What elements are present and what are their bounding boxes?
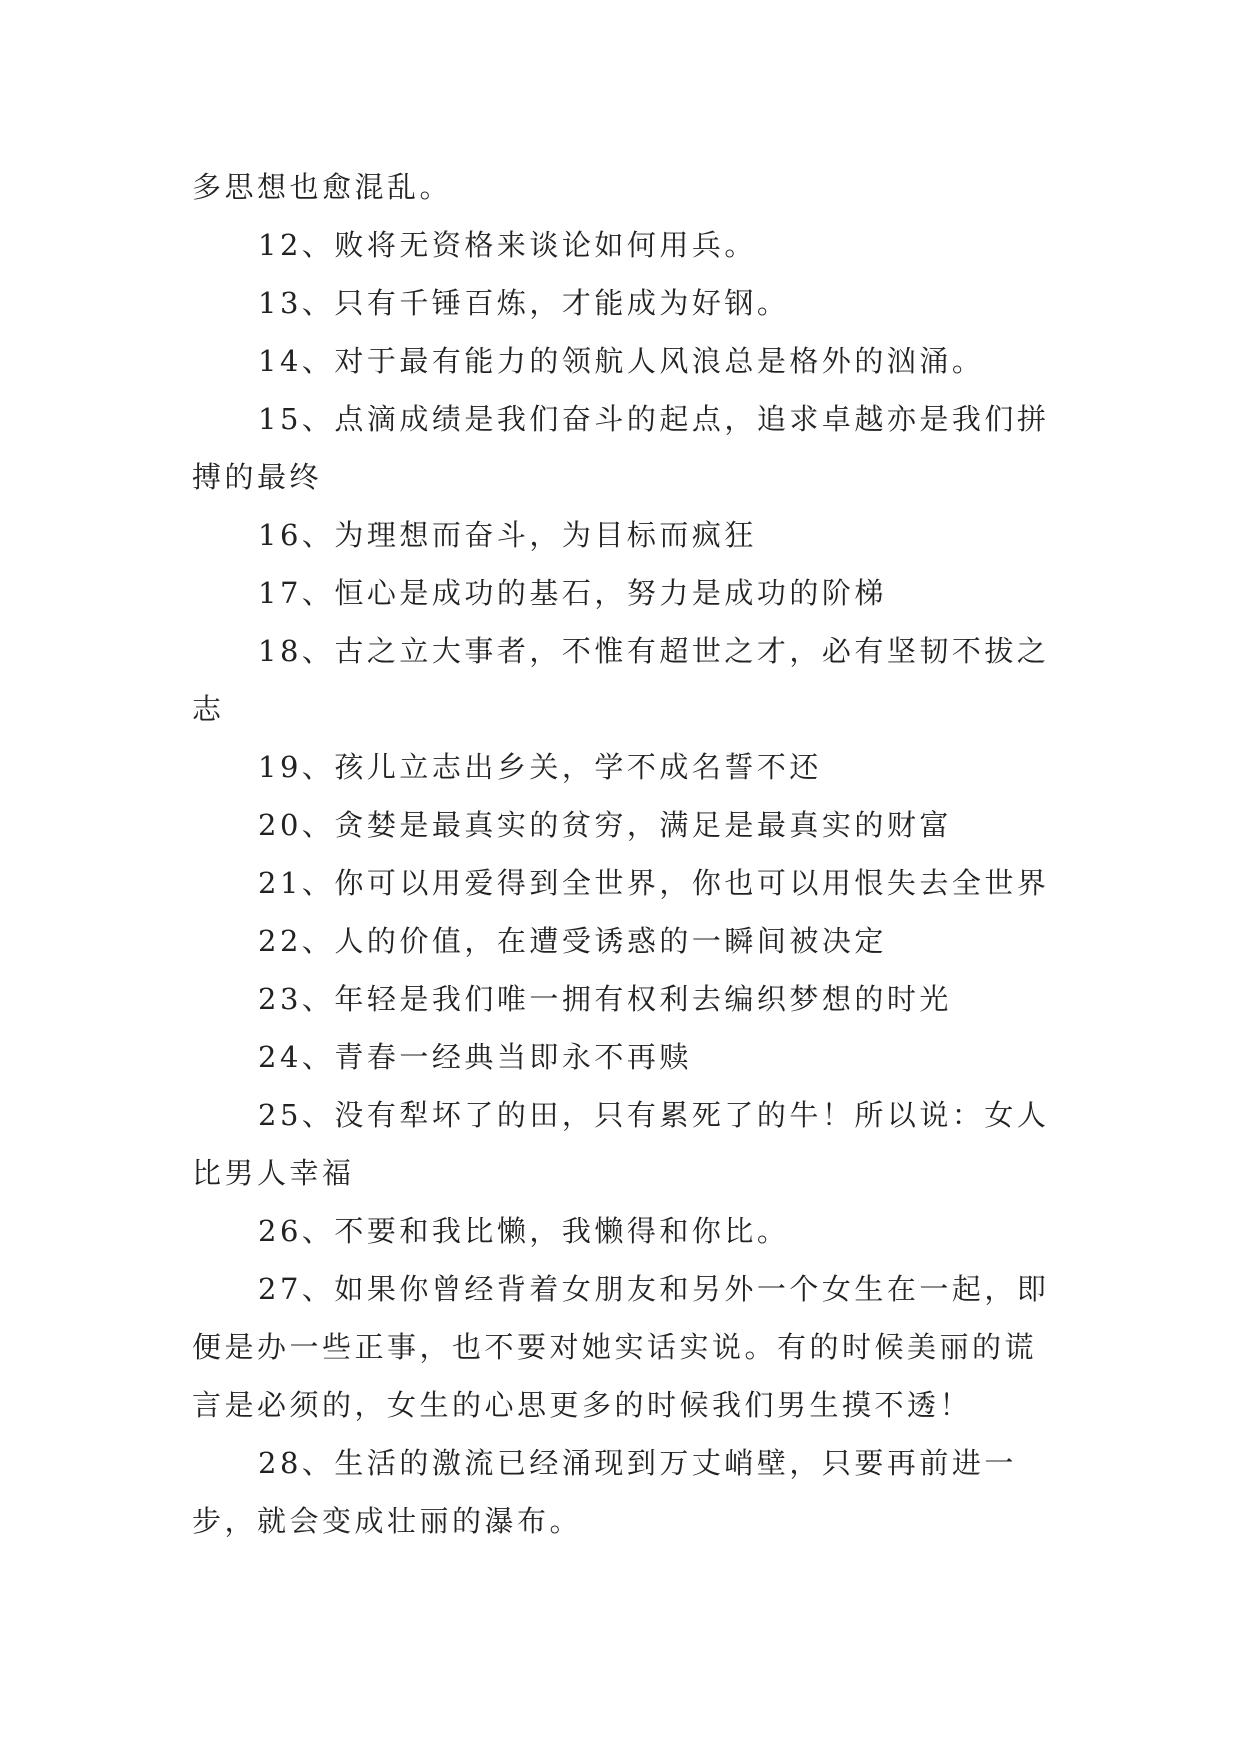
paragraph-19: 19、孩儿立志出乡关，学不成名誓不还: [258, 750, 822, 784]
paragraph-21: 21、你可以用爱得到全世界，你也可以用恨失去全世界: [258, 866, 1050, 900]
paragraph-18: 18、古之立大事者，不惟有超世之才，必有坚韧不拔之志: [192, 634, 1050, 726]
paragraph-16: 16、为理想而奋斗，为目标而疯狂: [258, 518, 757, 552]
paragraph-22: 22、人的价值，在遭受诱惑的一瞬间被决定: [258, 924, 887, 958]
paragraph-28: 28、生活的激流已经涌现到万丈峭壁，只要再前进一步，就会变成壮丽的瀑布。: [192, 1446, 1017, 1538]
paragraph-25: 25、没有犁坏了的田，只有累死了的牛！所以说：女人比男人幸福: [192, 1098, 1050, 1190]
document-body: [192, 158, 1052, 1550]
paragraph-17: 17、恒心是成功的基石，努力是成功的阶梯: [258, 576, 887, 610]
paragraph-27: 27、如果你曾经背着女朋友和另外一个女生在一起，即便是办一些正事，也不要对她实话实说。有的时候美丽的谎言是必须的，女生的心思更多的时候我们男生摸不透！: [192, 1272, 1050, 1422]
paragraph-continuation: 多思想也愈混乱。: [192, 170, 453, 204]
paragraph-15: 15、点滴成绩是我们奋斗的起点，追求卓越亦是我们拼搏的最终: [192, 402, 1050, 494]
paragraph-12: 12、败将无资格来谈论如何用兵。: [258, 228, 757, 262]
paragraph-24: 24、青春一经典当即永不再赎: [258, 1040, 692, 1074]
paragraph-20: 20、贪婪是最真实的贫穷，满足是最真实的财富: [258, 808, 952, 842]
paragraph-23: 23、年轻是我们唯一拥有权利去编织梦想的时光: [258, 982, 952, 1016]
paragraph-13: 13、只有千锤百炼，才能成为好钢。: [258, 286, 790, 320]
paragraph-26: 26、不要和我比懒，我懒得和你比。: [258, 1214, 790, 1248]
paragraph-14: 14、对于最有能力的领航人风浪总是格外的汹涌。: [258, 344, 985, 378]
